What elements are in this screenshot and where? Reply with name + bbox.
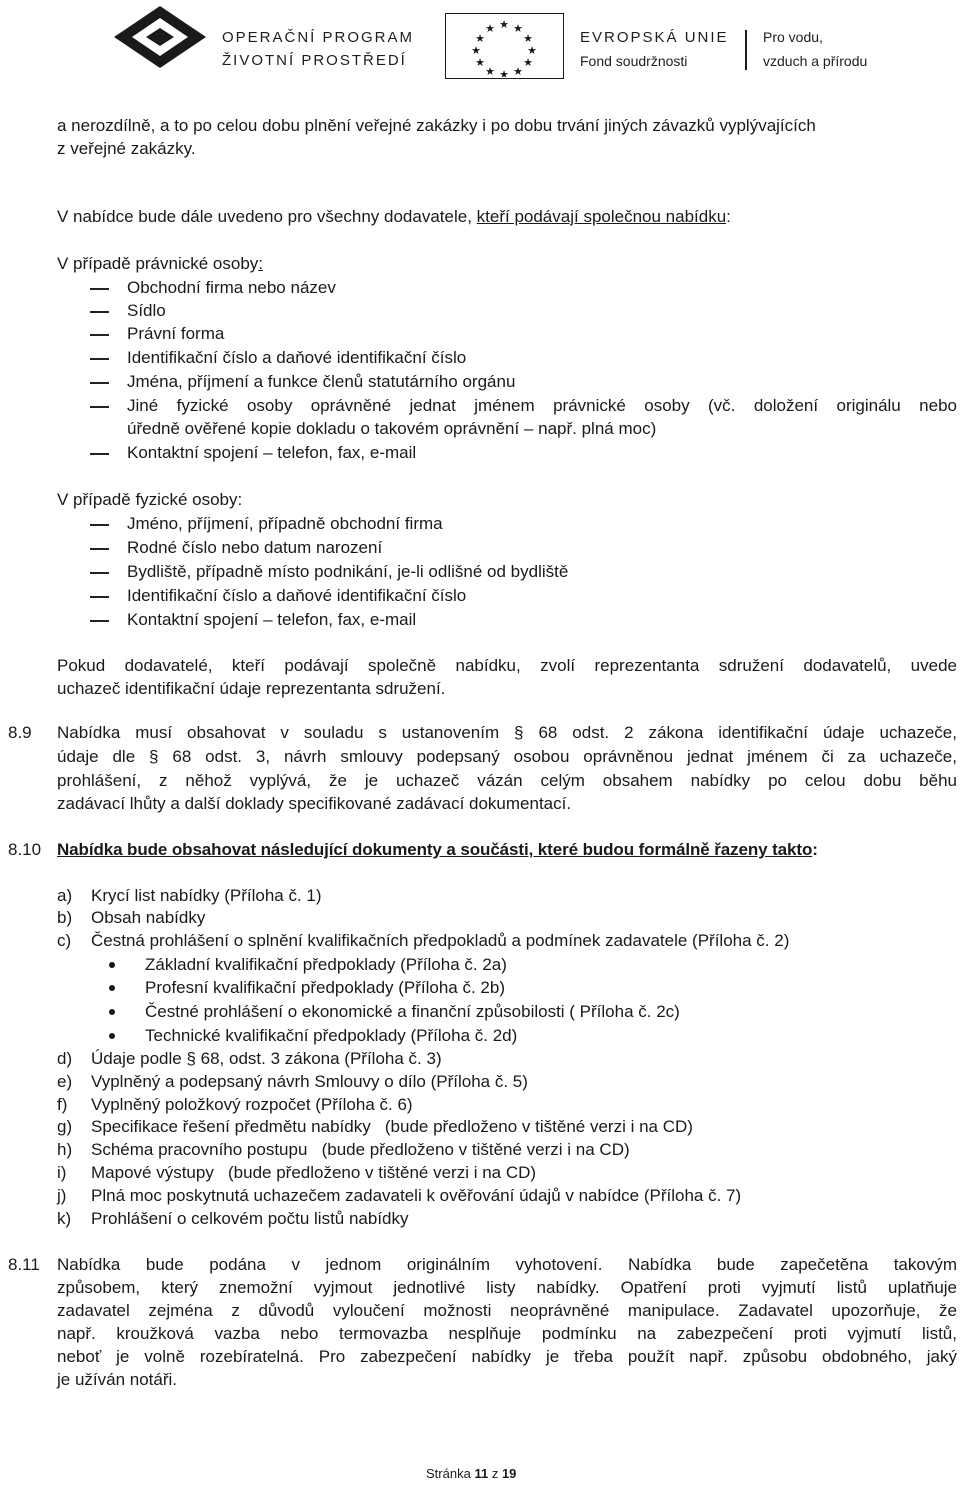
legal-person-heading-colon: :	[258, 254, 264, 273]
page-header	[0, 0, 960, 80]
dash-marker	[90, 572, 109, 574]
op-zp-logo-icon	[112, 4, 208, 70]
list-item: Identifikační číslo a daňové identifikační číslo	[127, 586, 467, 605]
list-item: Jména, příjmení a funkce členů statutárního orgánu	[127, 372, 516, 391]
dash-marker	[90, 524, 109, 526]
dash-marker	[90, 596, 109, 598]
item-letter: h)	[57, 1140, 73, 1159]
item-letter: g)	[57, 1117, 73, 1136]
item-letter: d)	[57, 1049, 73, 1068]
s810-heading-text: Nabídka bude obsahovat následující dokumenty a součásti, které budou formálně řazeny takto	[57, 840, 813, 859]
dash-marker	[90, 334, 109, 336]
page-footer	[426, 1466, 516, 1482]
dash-marker	[90, 406, 109, 408]
item-letter: k)	[57, 1209, 72, 1228]
list-item: Vyplněný a podepsaný návrh Smlouvy o dílo (Příloha č. 5)	[91, 1072, 528, 1091]
list-item: Obsah nabídky	[91, 908, 206, 927]
eu-flag	[445, 13, 564, 79]
slogan-line1: Pro vodu,	[763, 29, 823, 45]
list-item: Kontaktní spojení – telefon, fax, e-mail	[127, 443, 417, 462]
item-letter: a)	[57, 886, 73, 905]
program-title-line2: ŽIVOTNÍ PROSTŘEDÍ	[222, 52, 407, 69]
svg-text:★: ★	[471, 44, 481, 57]
item-letter: j)	[57, 1186, 67, 1205]
dash-marker	[90, 311, 109, 313]
s811-line: zadavatel zejména z důvodů vyloučení možnosti neoprávněné manipulace. Zadavatel upozorňuje, že	[57, 1301, 957, 1320]
bullet-marker	[109, 962, 115, 968]
bullet-item: Čestné prohlášení o ekonomické a finanční způsobilosti ( Příloha č. 2c)	[145, 1002, 680, 1021]
list-item: Specifikace řešení předmětu nabídky (bude předloženo v tištěné verzi i na CD)	[91, 1117, 693, 1136]
representative-line1: Pokud dodavatelé, kteří podávají společně nabídku, zvolí reprezentanta sdružení dodavatelů, uvede	[57, 656, 957, 675]
page-total: 19	[501, 1466, 517, 1481]
header-divider	[745, 30, 747, 70]
list-item: Údaje podle § 68, odst. 3 zákona (Příloha č. 3)	[91, 1049, 442, 1068]
item-letter: i)	[57, 1163, 67, 1182]
eu-stars-icon	[446, 14, 562, 77]
bullet-item: Technické kvalifikační předpoklady (Příloha č. 2d)	[145, 1026, 518, 1045]
s811-line: je užíván notáři.	[57, 1370, 178, 1389]
representative-line2: uchazeč identifikační údaje reprezentanta sdružení.	[57, 679, 446, 698]
page-current: 11	[474, 1466, 489, 1481]
svg-text:★: ★	[485, 22, 495, 35]
list-item: Sídlo	[127, 301, 166, 320]
svg-text:★: ★	[527, 44, 537, 57]
svg-text:★: ★	[485, 65, 495, 77]
legal-person-heading	[57, 253, 263, 275]
natural-person-heading: V případě fyzické osoby:	[57, 490, 243, 509]
list-item: Jméno, příjmení, případně obchodní firma	[127, 514, 443, 533]
list-item: Čestná prohlášení o splnění kvalifikačních předpokladů a podmínek zadavatele (Příloha č. 2)	[91, 931, 790, 950]
list-item: Kontaktní spojení – telefon, fax, e-mail	[127, 610, 417, 629]
s810-heading-colon: :	[812, 840, 818, 859]
program-title-line1: OPERAČNÍ PROGRAM	[222, 29, 415, 46]
bullet-item: Profesní kvalifikační předpoklady (Příloha č. 2b)	[145, 978, 506, 997]
bullet-marker	[109, 1033, 115, 1039]
s89-line2: údaje dle § 68 odst. 3, návrh smlouvy podepsaný osobou oprávněnou jednat jménem či za uchazeče,	[57, 747, 957, 766]
item-letter: c)	[57, 931, 72, 950]
section-number: 8.10	[8, 840, 42, 859]
bullet-item: Základní kvalifikační předpoklady (Příloha č. 2a)	[145, 955, 507, 974]
dash-marker	[90, 620, 109, 622]
s89-line3: prohlášení, z něhož vyplývá, že je uchazeč vázán celým obsahem nabídky po celou dobu běhu	[57, 771, 957, 790]
svg-text:★: ★	[475, 56, 485, 69]
eu-title: EVROPSKÁ UNIE	[580, 29, 729, 46]
offer-intro-text: V nabídce bude dále uvedeno pro všechny dodavatele,	[57, 207, 477, 226]
list-item: Obchodní firma nebo název	[127, 278, 336, 297]
svg-text:★: ★	[475, 32, 485, 45]
svg-text:★: ★	[513, 65, 523, 77]
s811-line: neboť je volně rozebíratelná. Pro zabezpečení nabídky je třeba použít např. způsobu obdobného, jaký	[57, 1347, 957, 1366]
s89-line4: zadávací lhůty a další doklady specifikované zadávací dokumentací.	[57, 794, 572, 813]
svg-text:★: ★	[513, 22, 523, 35]
svg-text:★: ★	[523, 32, 533, 45]
s89-line1: Nabídka musí obsahovat v souladu s ustanovením § 68 odst. 2 zákona identifikační údaje uchazeče,	[57, 723, 957, 742]
list-item: Mapové výstupy (bude předloženo v tištěné verzi i na CD)	[91, 1163, 537, 1182]
page-of: z	[491, 1466, 499, 1481]
list-item: Rodné číslo nebo datum narození	[127, 538, 383, 557]
section-number: 8.11	[8, 1255, 40, 1274]
list-item-continuation: úředně ověřené kopie dokladu o takovém oprávnění – např. plná moc)	[127, 419, 657, 438]
s811-line: Nabídka bude podána v jednom originálním vyhotovení. Nabídka bude zapečetěna takovým	[57, 1255, 957, 1274]
dash-marker	[90, 288, 109, 290]
fund-title: Fond soudržnosti	[580, 53, 688, 69]
list-item: Právní forma	[127, 324, 225, 343]
s811-line: např. kroužková vazba nebo termovazba nesplňuje podmínku na zabezpečení proti vyjmutí listů,	[57, 1324, 957, 1343]
section-number: 8.9	[8, 723, 32, 742]
list-item: Prohlášení o celkovém počtu listů nabídky	[91, 1209, 409, 1228]
list-item: Vyplněný položkový rozpočet (Příloha č. 6)	[91, 1095, 413, 1114]
item-letter: e)	[57, 1072, 73, 1091]
list-item: Krycí list nabídky (Příloha č. 1)	[91, 886, 322, 905]
legal-person-heading-text: V případě právnické osoby	[57, 254, 259, 273]
bullet-marker	[109, 985, 115, 991]
list-item: Identifikační číslo a daňové identifikační číslo	[127, 348, 467, 367]
offer-intro	[57, 206, 731, 228]
intro-line2: z veřejné zakázky.	[57, 139, 196, 158]
list-item: Jiné fyzické osoby oprávněné jednat jménem právnické osoby (vč. doložení originálu nebo	[127, 396, 957, 415]
page-word: Stránka	[426, 1466, 471, 1481]
s810-heading	[57, 839, 818, 861]
dash-marker	[90, 358, 109, 360]
slogan-line2: vzduch a přírodu	[763, 53, 868, 69]
dash-marker	[90, 548, 109, 550]
svg-text:★: ★	[523, 56, 533, 69]
list-item: Schéma pracovního postupu (bude předloženo v tištěné verzi i na CD)	[91, 1140, 630, 1159]
svg-text:★: ★	[499, 68, 509, 77]
offer-intro-underlined: kteří podávají společnou nabídku	[476, 207, 727, 226]
s811-line: způsobem, který znemožní vyjmout jednotlivé listy nabídky. Opatření proti vyjmutí listů uplatňuje	[57, 1278, 957, 1297]
intro-line1: a nerozdílně, a to po celou dobu plnění veřejné zakázky i po dobu trvání jiných závazků vyplývajících	[57, 116, 816, 135]
offer-intro-colon: :	[726, 207, 731, 226]
bullet-marker	[109, 1009, 115, 1015]
dash-marker	[90, 453, 109, 455]
item-letter: f)	[57, 1095, 68, 1114]
list-item: Plná moc poskytnutá uchazečem zadavateli k ověřování údajů v nabídce (Příloha č. 7)	[91, 1186, 742, 1205]
svg-text:★: ★	[499, 18, 509, 31]
dash-marker	[90, 382, 109, 384]
list-item: Bydliště, případně místo podnikání, je-li odlišné od bydliště	[127, 562, 569, 581]
item-letter: b)	[57, 908, 73, 927]
